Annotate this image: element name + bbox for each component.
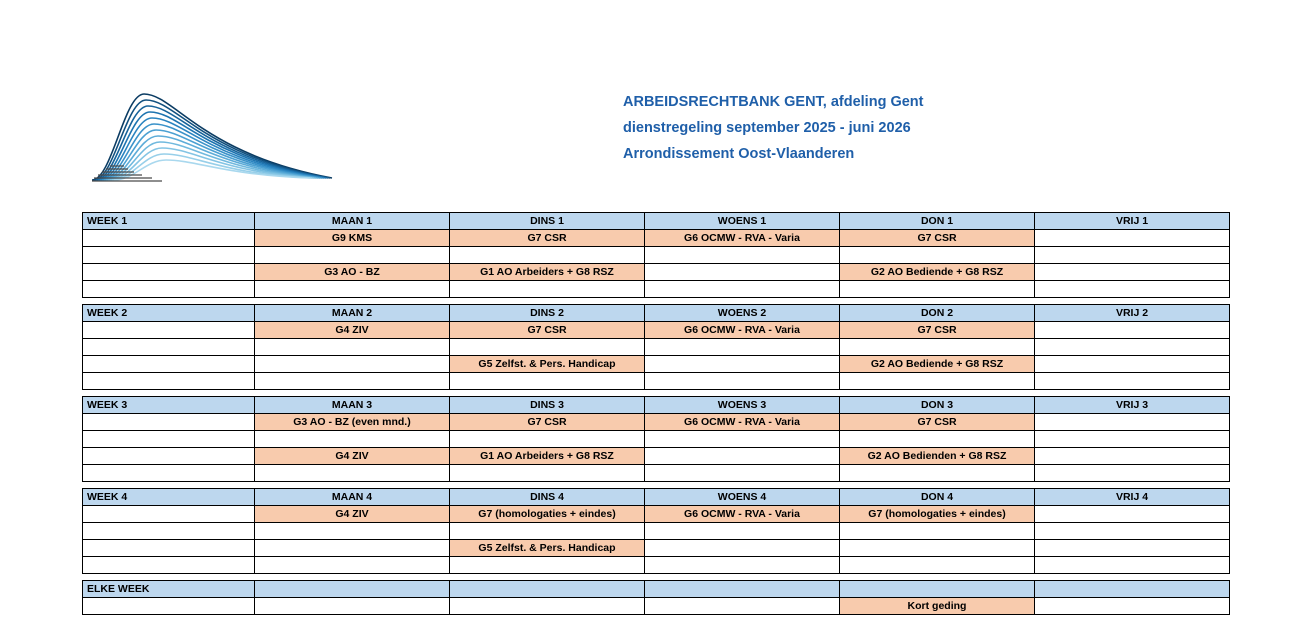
session-cell: G4 ZIV bbox=[255, 448, 450, 465]
session-cell: G1 AO Arbeiders + G8 RSZ bbox=[450, 264, 645, 281]
empty-cell bbox=[840, 465, 1035, 482]
session-cell: G4 ZIV bbox=[255, 322, 450, 339]
session-cell: G7 CSR bbox=[840, 414, 1035, 431]
session-cell: G7 (homologaties + eindes) bbox=[840, 506, 1035, 523]
empty-cell bbox=[255, 339, 450, 356]
empty-cell bbox=[645, 339, 840, 356]
empty-cell bbox=[1035, 264, 1230, 281]
table-row bbox=[83, 356, 1230, 373]
empty-cell bbox=[1035, 465, 1230, 482]
table-spacer-row bbox=[83, 574, 1230, 581]
empty-cell bbox=[1035, 598, 1230, 615]
empty-cell bbox=[83, 414, 255, 431]
empty-cell bbox=[83, 557, 255, 574]
empty-cell bbox=[450, 465, 645, 482]
table-spacer-row bbox=[83, 298, 1230, 305]
session-cell: G7 CSR bbox=[840, 230, 1035, 247]
empty-cell bbox=[840, 373, 1035, 390]
day-header-cell bbox=[450, 581, 645, 598]
empty-cell bbox=[645, 264, 840, 281]
table-row bbox=[83, 339, 1230, 356]
table-spacer-row bbox=[83, 390, 1230, 397]
table-row bbox=[83, 540, 1230, 557]
empty-cell bbox=[83, 247, 255, 264]
day-header-cell: DON 3 bbox=[840, 397, 1035, 414]
empty-cell bbox=[1035, 523, 1230, 540]
document-header bbox=[0, 0, 1312, 200]
day-header-cell bbox=[840, 581, 1035, 598]
empty-cell bbox=[83, 523, 255, 540]
empty-cell bbox=[255, 373, 450, 390]
session-cell: G7 CSR bbox=[450, 230, 645, 247]
empty-cell bbox=[840, 281, 1035, 298]
session-cell: G7 (homologaties + eindes) bbox=[450, 506, 645, 523]
empty-cell bbox=[83, 540, 255, 557]
table-spacer-row bbox=[83, 482, 1230, 489]
empty-cell bbox=[450, 339, 645, 356]
empty-cell bbox=[645, 465, 840, 482]
empty-cell bbox=[83, 264, 255, 281]
empty-cell bbox=[840, 540, 1035, 557]
empty-cell bbox=[255, 247, 450, 264]
empty-cell bbox=[1035, 414, 1230, 431]
table-row bbox=[83, 598, 1230, 615]
empty-cell bbox=[450, 281, 645, 298]
empty-cell bbox=[450, 373, 645, 390]
empty-cell bbox=[255, 431, 450, 448]
session-cell: G7 CSR bbox=[450, 322, 645, 339]
day-header-cell bbox=[255, 581, 450, 598]
week-label-cell: WEEK 3 bbox=[83, 397, 255, 414]
day-header-cell: DINS 2 bbox=[450, 305, 645, 322]
session-cell: G3 AO - BZ bbox=[255, 264, 450, 281]
empty-cell bbox=[645, 557, 840, 574]
empty-cell bbox=[840, 339, 1035, 356]
empty-cell bbox=[1035, 373, 1230, 390]
table-spacer-cell bbox=[83, 390, 1230, 397]
empty-cell bbox=[255, 356, 450, 373]
empty-cell bbox=[840, 523, 1035, 540]
day-header-cell: MAAN 4 bbox=[255, 489, 450, 506]
empty-cell bbox=[83, 431, 255, 448]
day-header-cell bbox=[645, 581, 840, 598]
day-header-cell: DON 4 bbox=[840, 489, 1035, 506]
day-header-cell: VRIJ 4 bbox=[1035, 489, 1230, 506]
empty-cell bbox=[645, 281, 840, 298]
table-row bbox=[83, 414, 1230, 431]
empty-cell bbox=[255, 557, 450, 574]
day-header-cell: VRIJ 3 bbox=[1035, 397, 1230, 414]
session-cell: G9 KMS bbox=[255, 230, 450, 247]
empty-cell bbox=[645, 373, 840, 390]
day-header-cell: DINS 4 bbox=[450, 489, 645, 506]
session-cell: G7 CSR bbox=[450, 414, 645, 431]
day-header-cell: VRIJ 1 bbox=[1035, 213, 1230, 230]
empty-cell bbox=[840, 247, 1035, 264]
empty-cell bbox=[255, 465, 450, 482]
page-title bbox=[623, 89, 924, 167]
session-cell: G3 AO - BZ (even mnd.) bbox=[255, 414, 450, 431]
empty-cell bbox=[645, 431, 840, 448]
week-label-cell: WEEK 2 bbox=[83, 305, 255, 322]
table-row bbox=[83, 431, 1230, 448]
empty-cell bbox=[450, 557, 645, 574]
empty-cell bbox=[1035, 506, 1230, 523]
empty-cell bbox=[83, 230, 255, 247]
day-header-cell: DON 2 bbox=[840, 305, 1035, 322]
session-cell: G6 OCMW - RVA - Varia bbox=[645, 414, 840, 431]
session-cell: G2 AO Bediende + G8 RSZ bbox=[840, 264, 1035, 281]
empty-cell bbox=[1035, 339, 1230, 356]
session-cell: G6 OCMW - RVA - Varia bbox=[645, 506, 840, 523]
day-header-cell: VRIJ 2 bbox=[1035, 305, 1230, 322]
table-row bbox=[83, 465, 1230, 482]
empty-cell bbox=[645, 598, 840, 615]
session-cell: G1 AO Arbeiders + G8 RSZ bbox=[450, 448, 645, 465]
empty-cell bbox=[645, 448, 840, 465]
empty-cell bbox=[1035, 230, 1230, 247]
table-row bbox=[83, 322, 1230, 339]
session-cell: G5 Zelfst. & Pers. Handicap bbox=[450, 356, 645, 373]
session-cell: G7 CSR bbox=[840, 322, 1035, 339]
title-line-2: dienstregeling september 2025 - juni 2026 bbox=[623, 120, 911, 136]
empty-cell bbox=[1035, 557, 1230, 574]
table-header-row bbox=[83, 581, 1230, 598]
empty-cell bbox=[83, 322, 255, 339]
empty-cell bbox=[255, 540, 450, 557]
empty-cell bbox=[840, 431, 1035, 448]
empty-cell bbox=[83, 373, 255, 390]
table-header-row bbox=[83, 305, 1230, 322]
empty-cell bbox=[83, 448, 255, 465]
session-cell: G2 AO Bedienden + G8 RSZ bbox=[840, 448, 1035, 465]
day-header-cell: MAAN 1 bbox=[255, 213, 450, 230]
table-row bbox=[83, 506, 1230, 523]
table-header-row bbox=[83, 397, 1230, 414]
table-spacer-cell bbox=[83, 574, 1230, 581]
empty-cell bbox=[450, 523, 645, 540]
empty-cell bbox=[840, 557, 1035, 574]
day-header-cell bbox=[1035, 581, 1230, 598]
empty-cell bbox=[255, 598, 450, 615]
empty-cell bbox=[1035, 322, 1230, 339]
empty-cell bbox=[83, 281, 255, 298]
day-header-cell: MAAN 2 bbox=[255, 305, 450, 322]
day-header-cell: WOENS 4 bbox=[645, 489, 840, 506]
week-label-cell: WEEK 1 bbox=[83, 213, 255, 230]
title-line-1: ARBEIDSRECHTBANK GENT, afdeling Gent bbox=[623, 94, 924, 110]
fan-curve-logo bbox=[82, 84, 342, 184]
day-header-cell: WOENS 3 bbox=[645, 397, 840, 414]
empty-cell bbox=[1035, 431, 1230, 448]
table-row bbox=[83, 247, 1230, 264]
session-cell: Kort geding bbox=[840, 598, 1035, 615]
empty-cell bbox=[450, 598, 645, 615]
schedule-table bbox=[82, 212, 1230, 615]
table-spacer-cell bbox=[83, 482, 1230, 489]
week-label-cell: ELKE WEEK bbox=[83, 581, 255, 598]
table-row bbox=[83, 281, 1230, 298]
empty-cell bbox=[255, 281, 450, 298]
table-row bbox=[83, 557, 1230, 574]
day-header-cell: MAAN 3 bbox=[255, 397, 450, 414]
table-row bbox=[83, 230, 1230, 247]
empty-cell bbox=[83, 339, 255, 356]
table-row bbox=[83, 264, 1230, 281]
empty-cell bbox=[645, 356, 840, 373]
day-header-cell: DINS 3 bbox=[450, 397, 645, 414]
day-header-cell: DINS 1 bbox=[450, 213, 645, 230]
title-line-3: Arrondissement Oost-Vlaanderen bbox=[623, 146, 855, 162]
empty-cell bbox=[1035, 356, 1230, 373]
table-row bbox=[83, 373, 1230, 390]
table-row bbox=[83, 448, 1230, 465]
empty-cell bbox=[83, 465, 255, 482]
empty-cell bbox=[83, 356, 255, 373]
empty-cell bbox=[83, 598, 255, 615]
session-cell: G6 OCMW - RVA - Varia bbox=[645, 230, 840, 247]
day-header-cell: DON 1 bbox=[840, 213, 1035, 230]
session-cell: G6 OCMW - RVA - Varia bbox=[645, 322, 840, 339]
empty-cell bbox=[450, 431, 645, 448]
table-spacer-cell bbox=[83, 298, 1230, 305]
table-header-row bbox=[83, 213, 1230, 230]
empty-cell bbox=[1035, 448, 1230, 465]
table-header-row bbox=[83, 489, 1230, 506]
day-header-cell: WOENS 1 bbox=[645, 213, 840, 230]
empty-cell bbox=[645, 540, 840, 557]
empty-cell bbox=[645, 247, 840, 264]
session-cell: G4 ZIV bbox=[255, 506, 450, 523]
empty-cell bbox=[255, 523, 450, 540]
day-header-cell: WOENS 2 bbox=[645, 305, 840, 322]
table-row bbox=[83, 523, 1230, 540]
empty-cell bbox=[645, 523, 840, 540]
empty-cell bbox=[450, 247, 645, 264]
empty-cell bbox=[1035, 247, 1230, 264]
empty-cell bbox=[1035, 540, 1230, 557]
empty-cell bbox=[1035, 281, 1230, 298]
session-cell: G2 AO Bediende + G8 RSZ bbox=[840, 356, 1035, 373]
week-label-cell: WEEK 4 bbox=[83, 489, 255, 506]
session-cell: G5 Zelfst. & Pers. Handicap bbox=[450, 540, 645, 557]
empty-cell bbox=[83, 506, 255, 523]
